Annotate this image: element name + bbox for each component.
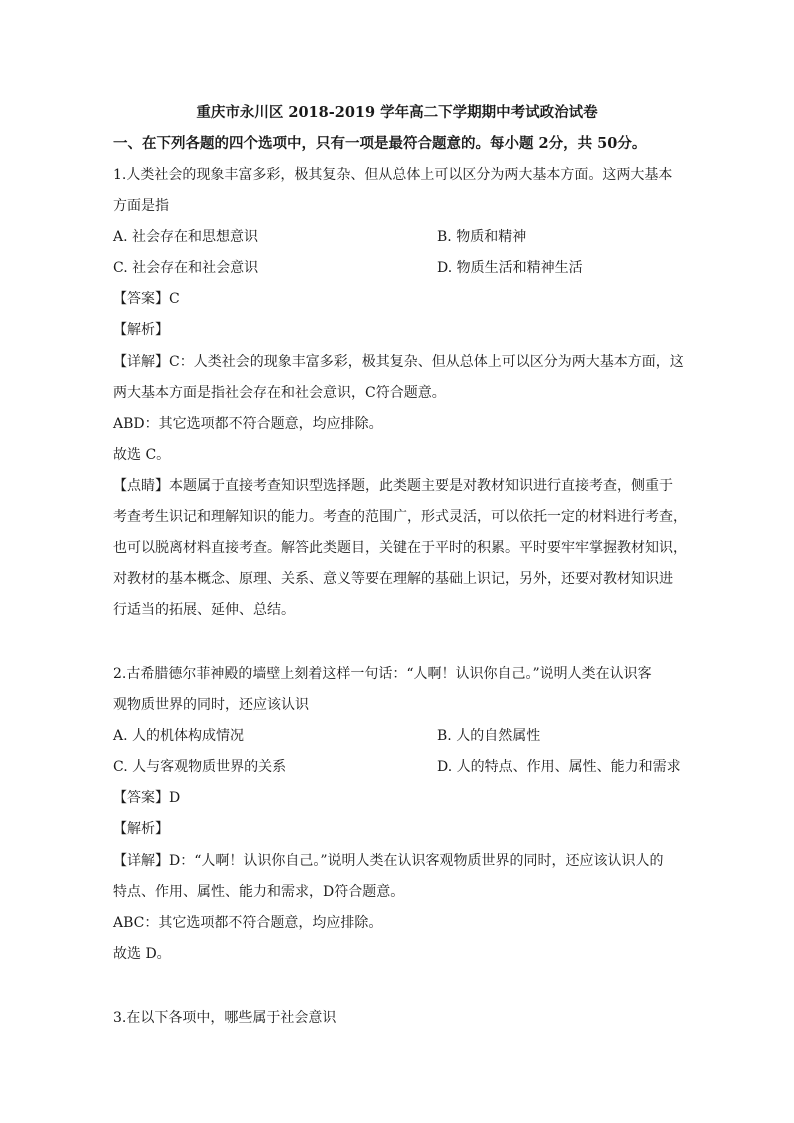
q2-stem-line-1: 2.古希腊德尔菲神殿的墙壁上刻着这样一句话：“人啊！认识你自己。”说明人类在认识客 (113, 666, 652, 682)
q1-other-options: ABD：其它选项都不符合题意，均应排除。 (113, 416, 383, 432)
q2-option-b: B. 人的自然属性 (437, 728, 541, 744)
q2-option-c: C. 人与客观物质世界的关系 (113, 759, 287, 775)
q1-detail-line-2: 两大基本方面是指社会存在和社会意识，C符合题意。 (113, 385, 446, 401)
q1-option-c: C. 社会存在和社会意识 (113, 260, 259, 276)
q2-other-options: ABC：其它选项都不符合题意，均应排除。 (113, 915, 383, 931)
q2-detail-line-2: 特点、作用、属性、能力和需求，D符合题意。 (113, 884, 405, 900)
q2-option-d: D. 人的特点、作用、属性、能力和需求 (437, 759, 681, 775)
q3-stem-line-1: 3.在以下各项中，哪些属于社会意识 (113, 1010, 337, 1026)
q1-choice: 故选 C。 (113, 447, 171, 463)
q2-detail-line-1: 【详解】D：“人啊！认识你自己。”说明人类在认识客观物质世界的同时，还应该认识人的 (113, 853, 664, 869)
q1-option-b: B. 物质和精神 (437, 229, 527, 245)
q2-option-a: A. 人的机体构成情况 (113, 728, 245, 744)
q1-tip-line-5: 行适当的拓展、延伸、总结。 (113, 602, 295, 618)
q2-analysis-label: 【解析】 (113, 821, 169, 837)
q1-answer: 【答案】C (113, 291, 180, 307)
q1-detail-line-1: 【详解】C：人类社会的现象丰富多彩，极其复杂、但从总体上可以区分为两大基本方面，这 (113, 354, 684, 370)
q2-answer: 【答案】D (113, 790, 181, 806)
q1-analysis-label: 【解析】 (113, 322, 169, 338)
q2-choice: 故选 D。 (113, 946, 171, 962)
q1-stem-line-1: 1.人类社会的现象丰富多彩，极其复杂、但从总体上可以区分为两大基本方面。这两大基本 (113, 167, 673, 183)
q1-tip-line-3: 也可以脱离材料直接考查。解答此类题目，关键在于平时的积累。平时要牢牢掌握教材知识， (113, 540, 687, 556)
q1-tip-line-1: 【点睛】本题属于直接考查知识型选择题，此类题主要是对教材知识进行直接考查，侧重于 (113, 478, 673, 494)
q1-stem-line-2: 方面是指 (113, 198, 169, 214)
section-header: 一、在下列各题的四个选项中，只有一项是最符合题意的。每小题 2分，共 50分。 (113, 135, 647, 152)
exam-title: 重庆市永川区 2018-2019 学年高二下学期期中考试政治试卷 (196, 104, 598, 121)
q1-tip-line-2: 考查考生识记和理解知识的能力。考查的范围广，形式灵活，可以依托一定的材料进行考查， (113, 509, 687, 525)
q1-tip-line-4: 对教材的基本概念、原理、关系、意义等要在理解的基础上识记，另外，还要对教材知识进 (113, 571, 673, 587)
q1-option-a: A. 社会存在和思想意识 (113, 229, 259, 245)
q1-option-d: D. 物质生活和精神生活 (437, 260, 583, 276)
q2-stem-line-2: 观物质世界的同时，还应该认识 (113, 697, 309, 713)
